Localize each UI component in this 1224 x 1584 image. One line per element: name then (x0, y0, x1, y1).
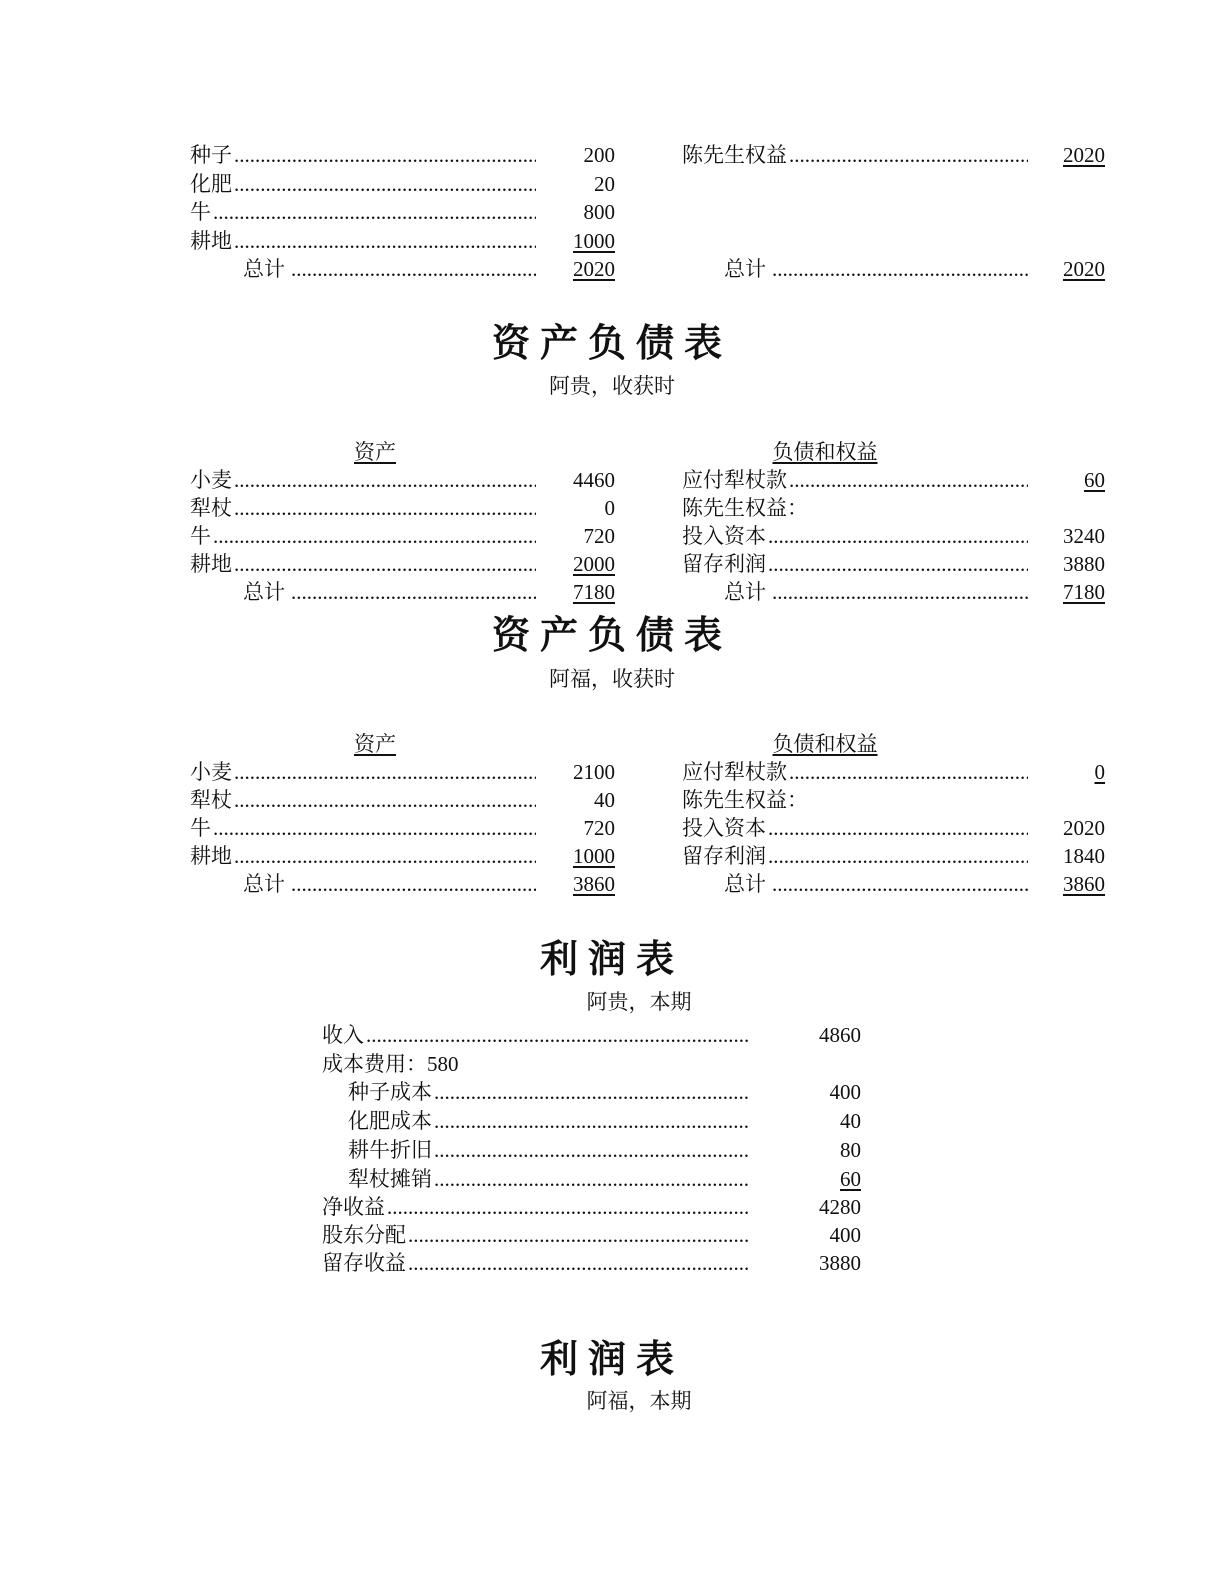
equity-heading: 陈先生权益： (682, 496, 808, 520)
income-row-ox-depreciation (348, 1136, 749, 1164)
income-row-retained (322, 1249, 749, 1277)
row-value: 4280 (819, 1195, 861, 1219)
row-value: 720 (583, 816, 615, 840)
row-label: 化肥成本 (348, 1109, 432, 1133)
liability-row-plow-payable (682, 466, 1028, 494)
top-left-total (243, 255, 536, 283)
top-left-row-fertilizer (190, 170, 536, 198)
balance-sheet-subtitle: 阿贵，收获时 (549, 374, 675, 398)
row-value: 0 (1094, 760, 1105, 784)
row-label: 收入 (322, 1023, 364, 1047)
total-value: 2020 (1063, 257, 1105, 281)
balance-sheet-title: 资产负债表 (491, 320, 732, 365)
row-label: 小麦 (190, 468, 232, 492)
row-label: 化肥 (190, 172, 232, 196)
row-value: 60 (1084, 468, 1105, 492)
row-label: 留存收益 (322, 1251, 406, 1275)
row-label: 留存利润 (682, 844, 766, 868)
row-label: 耕地 (190, 552, 232, 576)
income-row-plow-amortization (348, 1165, 749, 1193)
equity-heading: 陈先生权益： (682, 788, 808, 812)
asset-row-wheat (190, 758, 536, 786)
row-label: 牛 (190, 200, 211, 224)
asset-row-wheat (190, 466, 536, 494)
row-value: 4860 (819, 1023, 861, 1047)
liabilities-equity-heading: 负债和权益 (772, 440, 878, 464)
row-value: 0 (604, 496, 615, 520)
equity-row-capital (682, 814, 1028, 842)
income-statement-subtitle: 阿福，本期 (586, 1389, 692, 1413)
income-row-seed-cost (348, 1078, 749, 1106)
row-value: 400 (829, 1223, 861, 1247)
row-label: 投入资本 (682, 816, 766, 840)
row-label: 应付犁杖款 (682, 468, 787, 492)
top-left-row-land (190, 227, 536, 255)
row-label: 陈先生权益 (682, 143, 787, 167)
row-label: 小麦 (190, 760, 232, 784)
row-value: 40 (594, 788, 615, 812)
income-row-distribution (322, 1221, 749, 1249)
row-label: 净收益 (322, 1195, 385, 1219)
total-label: 总计 (243, 580, 285, 604)
income-row-revenue (322, 1021, 749, 1049)
row-value: 3880 (819, 1251, 861, 1275)
total-value: 2020 (573, 257, 615, 281)
total-value: 3860 (573, 872, 615, 896)
row-label: 牛 (190, 524, 211, 548)
row-label: 留存利润 (682, 552, 766, 576)
income-row-fertilizer-cost (348, 1107, 749, 1135)
asset-total (243, 870, 536, 898)
income-row-net-income (322, 1193, 749, 1221)
income-row-costs-heading: 成本费用：580 (322, 1052, 459, 1076)
row-value: 3880 (1063, 552, 1105, 576)
row-label: 犁杖 (190, 496, 232, 520)
assets-heading: 资产 (354, 732, 396, 756)
income-statement-title: 利润表 (539, 1336, 684, 1381)
row-value: 400 (829, 1080, 861, 1104)
balance-sheet-title: 资产负债表 (491, 612, 732, 657)
liabilities-equity-heading: 负债和权益 (772, 732, 878, 756)
asset-total (243, 578, 536, 606)
row-value: 2020 (1063, 816, 1105, 840)
top-right-row-equity (682, 141, 1028, 169)
asset-row-ox (190, 522, 536, 550)
row-label: 耕牛折旧 (348, 1138, 432, 1162)
row-value: 2000 (573, 552, 615, 576)
row-value: 800 (583, 200, 615, 224)
equity-row-retained (682, 842, 1028, 870)
balance-sheet-subtitle: 阿福，收获时 (549, 667, 675, 691)
row-label: 犁杖摊销 (348, 1167, 432, 1191)
income-statement-subtitle: 阿贵，本期 (586, 990, 692, 1014)
asset-row-ox (190, 814, 536, 842)
total-label: 总计 (243, 872, 285, 896)
row-label: 应付犁杖款 (682, 760, 787, 784)
row-label: 犁杖 (190, 788, 232, 812)
asset-row-plow (190, 786, 536, 814)
row-label: 耕地 (190, 844, 232, 868)
income-statement-title: 利润表 (539, 936, 684, 981)
row-label: 投入资本 (682, 524, 766, 548)
total-label: 总计 (243, 257, 285, 281)
liabilities-total (724, 870, 1028, 898)
row-value: 4460 (573, 468, 615, 492)
total-label: 总计 (724, 257, 766, 281)
row-label: 股东分配 (322, 1223, 406, 1247)
total-value: 7180 (573, 580, 615, 604)
row-label: 种子 (190, 143, 232, 167)
liability-row-plow-payable (682, 758, 1028, 786)
asset-row-land (190, 550, 536, 578)
total-label: 总计 (724, 580, 766, 604)
row-label: 种子成本 (348, 1080, 432, 1104)
row-value: 40 (840, 1109, 861, 1133)
row-value: 1000 (573, 229, 615, 253)
liabilities-total (724, 578, 1028, 606)
row-value: 60 (840, 1167, 861, 1191)
total-value: 7180 (1063, 580, 1105, 604)
row-value: 20 (594, 172, 615, 196)
total-value: 3860 (1063, 872, 1105, 896)
top-right-total (724, 255, 1028, 283)
total-label: 总计 (724, 872, 766, 896)
equity-row-capital (682, 522, 1028, 550)
assets-heading: 资产 (354, 440, 396, 464)
top-left-row-seed (190, 141, 536, 169)
asset-row-land (190, 842, 536, 870)
asset-row-plow (190, 494, 536, 522)
row-value: 3240 (1063, 524, 1105, 548)
row-value: 200 (583, 143, 615, 167)
equity-row-retained (682, 550, 1028, 578)
row-value: 2100 (573, 760, 615, 784)
row-label: 耕地 (190, 229, 232, 253)
row-label: 牛 (190, 816, 211, 840)
row-value: 1000 (573, 844, 615, 868)
top-left-row-ox (190, 198, 536, 226)
row-value: 2020 (1063, 143, 1105, 167)
row-value: 1840 (1063, 844, 1105, 868)
row-value: 80 (840, 1138, 861, 1162)
row-value: 720 (583, 524, 615, 548)
